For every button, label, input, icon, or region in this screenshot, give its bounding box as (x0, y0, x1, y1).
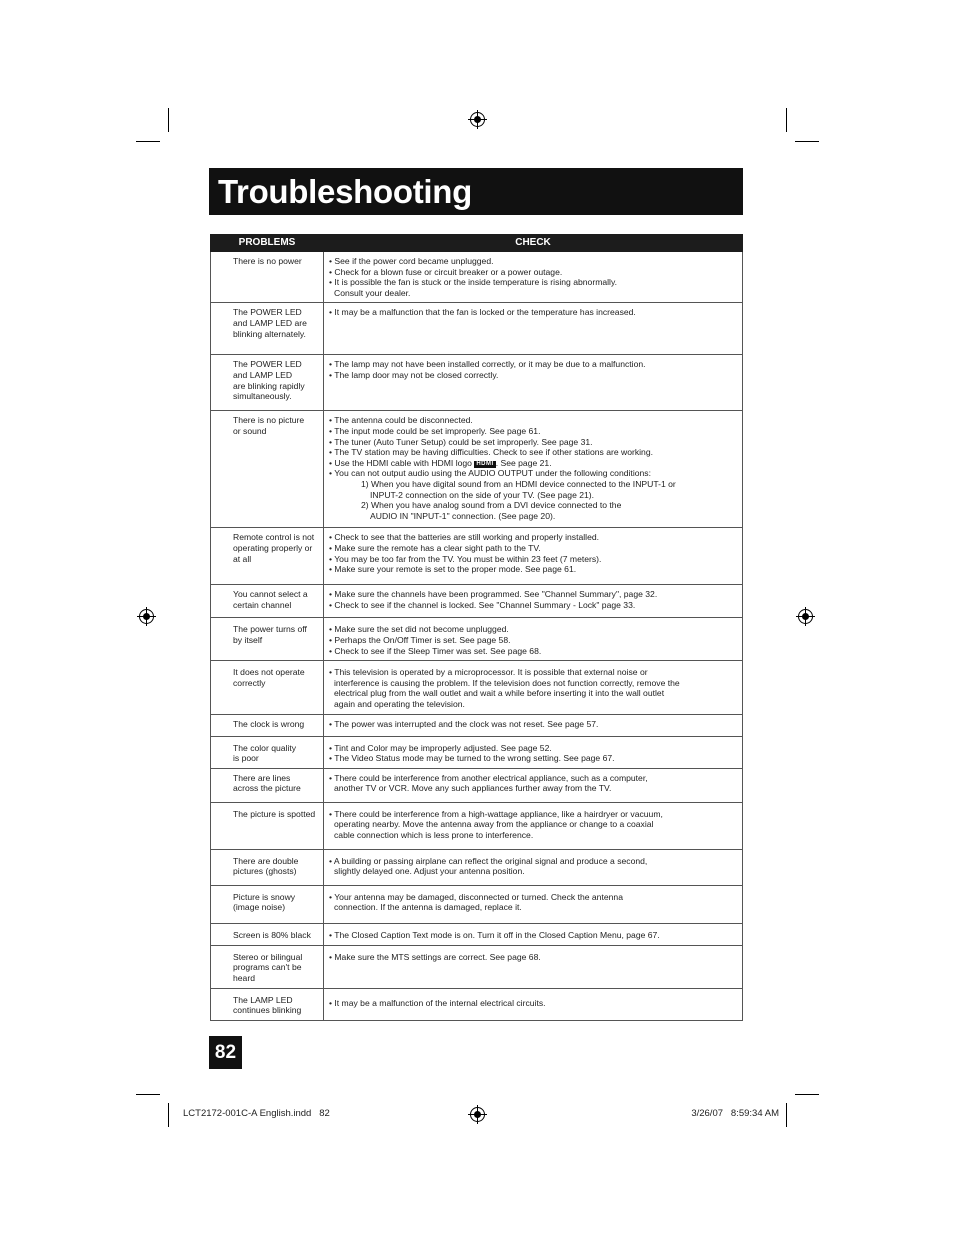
table-row (211, 355, 743, 411)
problem-text: correctly (233, 677, 266, 688)
problem-text: The picture is spotted (233, 808, 316, 819)
problem-cell (211, 714, 324, 736)
check-item (329, 543, 736, 554)
problem-text: pictures (ghosts) (233, 866, 297, 877)
problem-text: The LAMP LED (233, 994, 293, 1005)
check-item-text: • Check to see if the channel is locked. See "Channel Summary - Lock" page 33. (329, 599, 636, 610)
table-row (211, 849, 743, 885)
check-item-text: • The TV station may be having difficulties. Check to see if other stations are working. (329, 447, 654, 458)
check-cell (324, 923, 743, 945)
table-row (211, 303, 743, 355)
problem-text: (image noise) (233, 902, 286, 913)
check-item (329, 370, 736, 381)
check-item (329, 277, 736, 288)
problem-text: across the picture (233, 783, 301, 794)
check-item (329, 256, 736, 267)
check-item (329, 511, 736, 522)
check-item (329, 490, 736, 501)
problem-text: The POWER LED (233, 307, 302, 318)
check-cell (324, 303, 743, 355)
problem-text: Screen is 80% black (233, 929, 311, 940)
check-cell (324, 945, 743, 988)
check-cell (324, 988, 743, 1020)
check-item-text: again and operating the television. (334, 698, 465, 709)
check-item (329, 819, 736, 830)
problem-text: The color quality (233, 742, 297, 753)
problem-text: heard (233, 972, 255, 983)
check-item (329, 719, 736, 730)
check-item (329, 267, 736, 278)
check-item-text: • Make sure the MTS settings are correct. See page 68. (329, 951, 541, 962)
check-cell (324, 849, 743, 885)
check-item (329, 902, 736, 913)
check-item-text: • There could be interference from a high-wattage appliance, like a hairdryer or vacuum, (329, 808, 663, 819)
check-item (329, 624, 736, 635)
check-item-text: • Make sure the channels have been programmed. See "Channel Summary", page 32. (329, 589, 658, 600)
check-item-text: connection. If the antenna is damaged, replace it. (334, 902, 522, 913)
problem-text: and LAMP LED are (233, 317, 307, 328)
problem-text: blinking alternately. (233, 328, 306, 339)
check-item (329, 743, 736, 754)
check-item-text: operating nearby. Move the antenna away from the appliance or change to a coaxial (334, 819, 654, 830)
check-cell (324, 252, 743, 303)
check-item-text: • The lamp door may not be closed correctly. (329, 369, 499, 380)
check-item (329, 500, 736, 511)
table-row (211, 988, 743, 1020)
check-item-text: • This television is operated by a microprocessor. It is possible that external noise or (329, 667, 648, 678)
check-item-text: AUDIO IN "INPUT-1" connection. (See page 20). (370, 510, 556, 521)
check-item (329, 532, 736, 543)
table-row (211, 585, 743, 618)
check-item-text: • You can not output audio using the AUDIO OUTPUT under the following conditions: (329, 468, 651, 479)
table-row (211, 252, 743, 303)
hdmi-logo-icon: HDMI (476, 460, 494, 467)
table-row (211, 528, 743, 585)
check-item-text: electrical plug from the wall outlet and wait a while before inserting it into the wall outlet (334, 688, 665, 699)
check-item-text: cable connection which is less prone to interference. (334, 829, 534, 840)
check-cell (324, 585, 743, 618)
check-item (329, 667, 736, 678)
problem-text: simultaneously. (233, 391, 292, 402)
problem-text: is poor (233, 753, 259, 764)
problem-text: There are lines (233, 772, 291, 783)
problem-cell (211, 252, 324, 303)
problem-text: There are double (233, 855, 299, 866)
problem-cell (211, 885, 324, 923)
check-item-text: • The power was interrupted and the clock was not reset. See page 57. (329, 718, 599, 729)
check-item-text: INPUT-2 connection on the side of your TV. (See page 21). (370, 489, 595, 500)
check-item (329, 998, 736, 1009)
check-item (329, 688, 736, 699)
problem-text: The POWER LED (233, 359, 302, 370)
check-item-text: another TV or VCR. Move any such appliances further away from the TV. (334, 783, 612, 794)
problem-cell (211, 411, 324, 528)
problem-text: Stereo or bilingual (233, 951, 303, 962)
table-row (211, 923, 743, 945)
table-row (211, 618, 743, 661)
problem-text: operating properly or (233, 542, 313, 553)
problem-text: continues blinking (233, 1005, 302, 1016)
check-item (329, 600, 736, 611)
table-row (211, 714, 743, 736)
check-item-text: • The Closed Caption Text mode is on. Turn it off in the Closed Caption Menu, page 67. (329, 929, 660, 940)
problem-text: programs can't be (233, 962, 302, 973)
check-item (329, 783, 736, 794)
check-item (329, 635, 736, 646)
crop-mark (786, 1103, 787, 1127)
problem-text: The power turns off (233, 624, 307, 635)
check-item-text: • It is possible the fan is stuck or the inside temperature is rising abnormally. (329, 277, 618, 288)
problem-cell (211, 802, 324, 849)
check-item-text: Consult your dealer. (334, 287, 411, 298)
check-item (329, 678, 736, 689)
check-item (329, 866, 736, 877)
check-item-text: • Make sure the set did not become unplugged. (329, 624, 509, 635)
check-item-text: • Your antenna may be damaged, disconnected or turned. Check the antenna (329, 891, 623, 902)
check-column-header: CHECK (324, 235, 743, 252)
problem-text: or sound (233, 425, 267, 436)
check-item-text: • Make sure the remote has a clear sight path to the TV. (329, 542, 541, 553)
registration-target-icon (798, 609, 813, 624)
check-item (329, 426, 736, 437)
check-cell (324, 528, 743, 585)
problem-cell (211, 303, 324, 355)
check-item (329, 952, 736, 963)
check-cell (324, 885, 743, 923)
check-item (329, 773, 736, 784)
crop-mark (168, 1103, 169, 1127)
problem-text: You cannot select a (233, 589, 308, 600)
check-item-text: • The tuner (Auto Tuner Setup) could be set improperly. See page 31. (329, 436, 593, 447)
check-cell (324, 661, 743, 714)
check-item-text: • It may be a malfunction of the internal electrical circuits. (329, 997, 546, 1008)
problem-cell (211, 945, 324, 988)
crop-mark (136, 141, 160, 142)
check-cell (324, 618, 743, 661)
problem-cell (211, 355, 324, 411)
check-item (329, 437, 736, 448)
problem-cell (211, 528, 324, 585)
check-cell (324, 411, 743, 528)
table-row (211, 885, 743, 923)
check-item (329, 564, 736, 575)
problem-text: There is no power (233, 256, 302, 266)
registration-target-icon (470, 1107, 485, 1122)
check-item-text: interference is causing the problem. If the television does not function correctly, remove the (334, 677, 680, 688)
check-item (329, 892, 736, 903)
problem-cell (211, 661, 324, 714)
check-item-text: • See if the power cord became unplugged. (329, 256, 494, 266)
check-item-text: • There could be interference from another electrical appliance, such as a computer, (329, 772, 648, 783)
problem-cell (211, 923, 324, 945)
check-item-text: • The input mode could be set improperly. See page 61. (329, 425, 541, 436)
check-item (329, 554, 736, 565)
problem-cell (211, 988, 324, 1020)
problem-text: Remote control is not (233, 532, 315, 543)
problem-cell (211, 849, 324, 885)
check-item-text: • You may be too far from the TV. You must be within 23 feet (7 meters). (329, 553, 602, 564)
check-item (329, 830, 736, 841)
check-item-text: slightly delayed one. Adjust your antenna position. (334, 866, 525, 877)
check-item-text: • Perhaps the On/Off Timer is set. See page 58. (329, 634, 511, 645)
table-row (211, 411, 743, 528)
problem-text: are blinking rapidly (233, 380, 305, 391)
problem-cell (211, 585, 324, 618)
check-item-text: • It may be a malfunction that the fan is locked or the temperature has increased. (329, 307, 636, 318)
check-item-text: • Check to see that the batteries are still working and properly installed. (329, 532, 600, 543)
problem-text: certain channel (233, 599, 292, 610)
check-item (329, 699, 736, 710)
registration-target-icon (470, 112, 485, 127)
check-item-text: • The Video Status mode may be turned to the wrong setting. See page 67. (329, 753, 615, 764)
problem-text: at all (233, 553, 252, 564)
crop-mark (786, 108, 787, 132)
check-item (329, 458, 736, 469)
check-item-text: • Use the HDMI cable with HDMI logo (329, 457, 472, 468)
crop-mark (795, 1094, 819, 1095)
troubleshooting-table (210, 234, 743, 1021)
check-item (329, 809, 736, 820)
check-item (329, 479, 736, 490)
problem-cell (211, 768, 324, 802)
problem-text: The clock is wrong (233, 718, 305, 729)
check-item-text: . See page 21. (495, 457, 552, 468)
problem-text: There is no picture (233, 415, 305, 426)
check-item-text: • Check for a blown fuse or circuit breaker or a power outage. (329, 266, 563, 277)
check-cell (324, 768, 743, 802)
check-item (329, 468, 736, 479)
problem-text: and LAMP LED (233, 369, 293, 380)
footer-file-slug: LCT2172-001C-A English.indd 82 (183, 1108, 330, 1119)
crop-mark (168, 108, 169, 132)
problem-cell (211, 618, 324, 661)
problem-text: Picture is snowy (233, 891, 296, 902)
table-row (211, 661, 743, 714)
check-item (329, 646, 736, 657)
table-row (211, 802, 743, 849)
check-item-text: 1) When you have digital sound from an HDMI device connected to the INPUT-1 or (361, 478, 676, 489)
check-item-text: 2) When you have analog sound from a DVI device connected to the (361, 500, 622, 511)
page-number: 82 (209, 1036, 242, 1069)
check-item-text: • The lamp may not have been installed correctly, or it may be due to a malfunction. (329, 359, 646, 370)
footer-date-slug: 3/26/07 8:59:34 AM (691, 1108, 779, 1119)
check-item (329, 930, 736, 941)
check-item (329, 359, 736, 370)
table-row (211, 768, 743, 802)
crop-mark (136, 1094, 160, 1095)
check-item (329, 753, 736, 764)
table-row (211, 945, 743, 988)
page-title: Troubleshooting (209, 168, 743, 215)
registration-target-icon (139, 609, 154, 624)
crop-mark (795, 141, 819, 142)
check-item (329, 856, 736, 867)
check-item-text: • Check to see if the Sleep Timer was set. See page 68. (329, 645, 542, 656)
check-item (329, 288, 736, 299)
check-item (329, 589, 736, 600)
table-row (211, 736, 743, 768)
check-cell (324, 802, 743, 849)
check-item (329, 415, 736, 426)
problem-text: by itself (233, 634, 263, 645)
check-item-text: • The antenna could be disconnected. (329, 415, 473, 426)
check-item-text: • A building or passing airplane can reflect the original signal and produce a second, (329, 855, 648, 866)
table-body (211, 252, 743, 1021)
problems-column-header: PROBLEMS (211, 235, 324, 252)
problem-text: It does not operate (233, 667, 305, 678)
check-item (329, 447, 736, 458)
check-item-text: • Make sure your remote is set to the proper mode. See page 61. (329, 564, 577, 575)
check-item (329, 307, 736, 318)
problem-cell (211, 736, 324, 768)
check-cell (324, 355, 743, 411)
check-cell (324, 714, 743, 736)
check-cell (324, 736, 743, 768)
check-item-text: • Tint and Color may be improperly adjusted. See page 52. (329, 742, 552, 753)
